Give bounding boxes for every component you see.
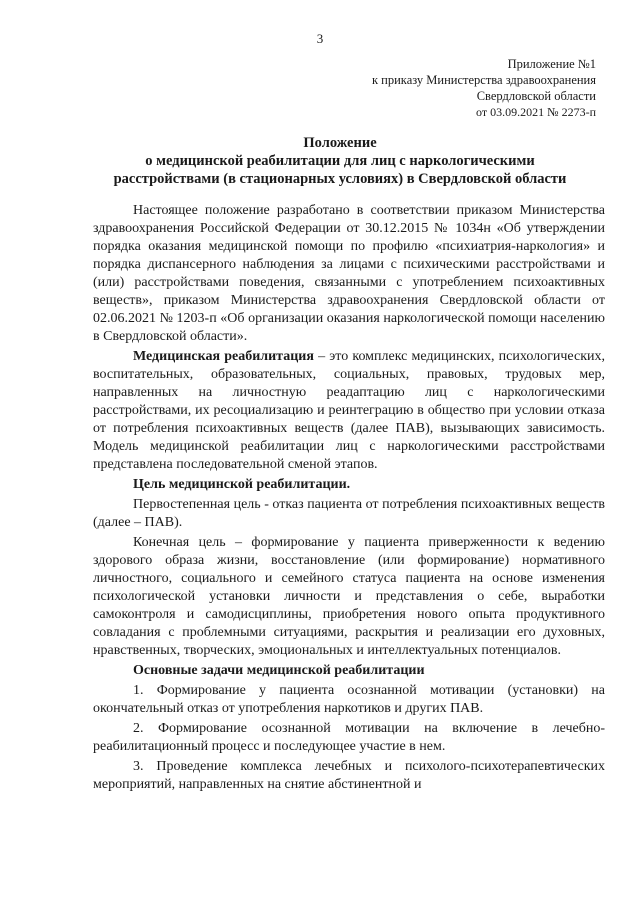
- definition-text: – это комплекс медицинских, психологических, воспитательных, образовательных, социальных, правовых, трудовых мер, направленных на личностную реадаптацию лиц с наркологическими расстройствами, их ресоциализацию и реинтеграцию в общество при условии отказа от потребления психоактивных веществ (далее ПАВ), вызывающих зависимость. Модель медицинской реабилитации лиц с наркологическими расстройствами представлена последовательной сменой этапов.: [93, 349, 605, 472]
- goal-primary-paragraph: Первостепенная цель - отказ пациента от потребления психоактивных веществ (далее – ПАВ).: [93, 497, 605, 530]
- page-number: 3: [316, 31, 324, 46]
- goal-final-paragraph: Конечная цель – формирование у пациента приверженности к ведению здорового образа жизни, восстановление (или формирование) нормативного личностного, социального и семейного статуса пациента на основе изменения психологической установки личности и представления о себе, выработки самоконтроля и самодисциплины, приобретения нового опыта продуктивного совладания с проблемными ситуациями, раскрытия и реализации его духовных, нравственных, творческих, эмоциональных и интеллектуальных потенциалов.: [93, 535, 605, 658]
- annex-title: Приложение №1: [507, 57, 596, 71]
- definition-paragraph: [93, 348, 605, 474]
- task-item-1: 1. Формирование у пациента осознанной мотивации (установки) на окончательный отказ от употребления наркотиков и других ПАВ.: [93, 683, 605, 716]
- title-line-3: расстройствами (в стационарных условиях) в Свердловской области: [113, 171, 567, 187]
- task-item-3: 3. Проведение комплекса лечебных и психолого-психотерапевтических мероприятий, направленных на снятие абстинентной и: [93, 759, 605, 792]
- document-body: [93, 202, 605, 794]
- tasks-heading: Основные задачи медицинской реабилитации: [133, 663, 425, 678]
- document-title: [80, 134, 600, 188]
- goal-heading: Цель медицинской реабилитации.: [133, 477, 351, 492]
- title-line-2: о медицинской реабилитации для лиц с наркологическими: [145, 153, 535, 169]
- annex-order-reference: от 03.09.2021 № 2273-п: [476, 105, 596, 119]
- annex-order-line: к приказу Министерства здравоохранения: [371, 73, 596, 87]
- task-item-2: 2. Формирование осознанной мотивации на включение в лечебно-реабилитационный процесс и последующее участие в нем.: [93, 721, 605, 754]
- title-line-1: Положение: [303, 135, 377, 151]
- definition-term: Медицинская реабилитация: [133, 349, 314, 364]
- annex-header: [346, 56, 596, 120]
- intro-paragraph: Настоящее положение разработано в соответствии приказом Министерства здравоохранения Российской Федерации от 30.12.2015 № 1034н «Об утверждении порядка оказания медицинской помощи по профилю «психиатрия-наркология» и порядка диспансерного наблюдения за лицами с психическими расстройствами и (или) расстройствами поведения, связанными с употреблением психоактивных веществ», приказом Министерства здравоохранения Свердловской области от 02.06.2021 № 1203-п «Об организации оказания наркологической помощи населению в Свердловской области».: [93, 203, 605, 344]
- annex-region-line: Свердловской области: [476, 89, 596, 103]
